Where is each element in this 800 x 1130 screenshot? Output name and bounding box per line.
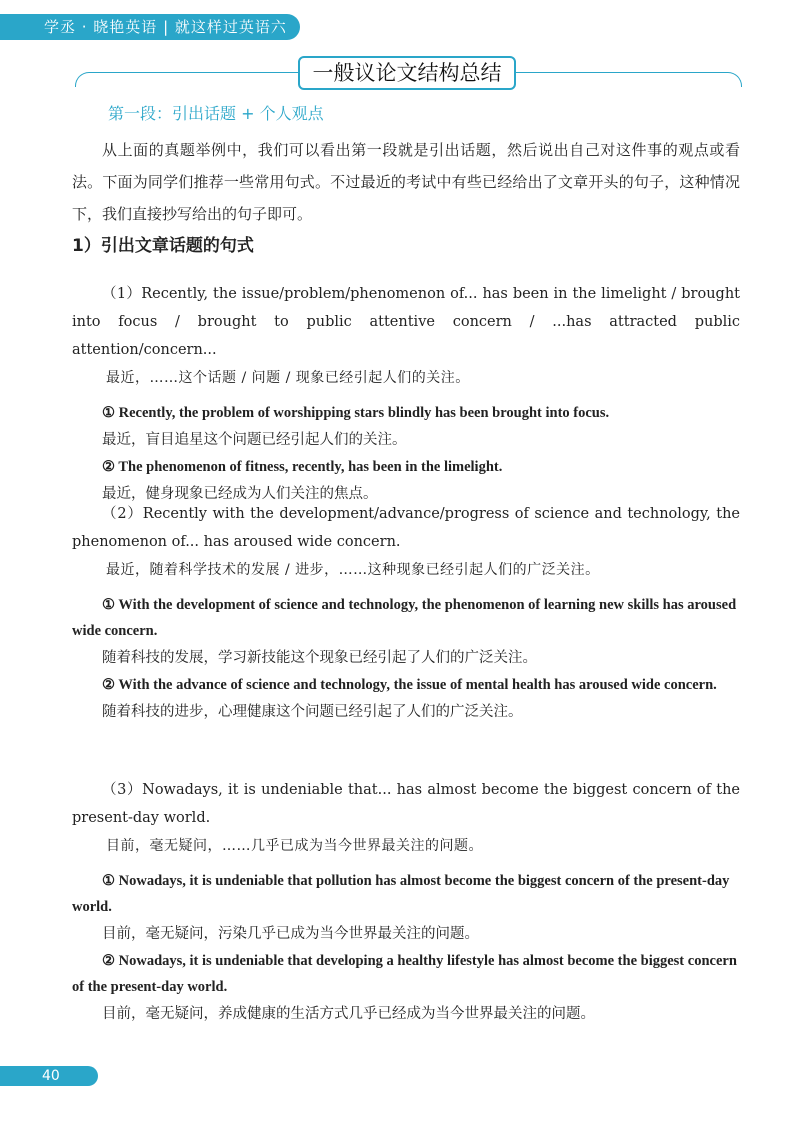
example-english: ② The phenomenon of fitness, recently, has been in the limelight. (102, 459, 503, 475)
example-english: ① With the development of science and technology, the phenomenon of learning new skills has aroused wide concern. (72, 597, 737, 639)
title-box (298, 56, 516, 90)
example-chinese: 最近，盲目追星这个问题已经引起人们的关注。 (102, 432, 407, 448)
example-chinese: 目前，毫无疑问，污染几乎已成为当今世界最关注的问题。 (102, 926, 479, 942)
example-english: ① Recently, the problem of worshipping stars blindly has been brought into focus. (102, 405, 610, 421)
example-english: ① Nowadays, it is undeniable that pollution has almost become the biggest concern of the present-day world. (72, 873, 730, 915)
page-number-tab: 40 (0, 1066, 98, 1086)
example-chinese: 随着科技的发展，学习新技能这个现象已经引起了人们的广泛关注。 (102, 650, 537, 666)
page-title: 一般议论文结构总结 (312, 61, 502, 85)
pattern-formula: （3）Nowadays, it is undeniable that... has almost become the biggest concern of the present-day world. (72, 782, 740, 826)
example-chinese: 随着科技的进步，心理健康这个问题已经引起了人们的广泛关注。 (102, 704, 523, 720)
intro-paragraph: 从上面的真题举例中，我们可以看出第一段就是引出话题，然后说出自己对这件事的观点或看法。下面为同学们推荐一些常用句式。不过最近的考试中有些已经给出了文章开头的句子，这种情况下，我们直接抄写给出的句子即可。 (72, 141, 740, 223)
paragraph-subheading: 第一段：引出话题 + 个人观点 (108, 104, 324, 123)
pattern-block-2 (72, 500, 740, 726)
series-header-tab: 学丞 · 晓艳英语 | 就这样过英语六级 (0, 14, 300, 40)
pattern-gloss: 目前，毫无疑问，……几乎已成为当今世界最关注的问题。 (106, 838, 483, 854)
example-english: ② With the advance of science and technology, the issue of mental health has aroused wide concern. (102, 677, 717, 693)
pattern-gloss: 最近，随着科学技术的发展 / 进步，……这种现象已经引起人们的广泛关注。 (106, 562, 600, 578)
example-chinese: 目前，毫无疑问，养成健康的生活方式几乎已经成为当今世界最关注的问题。 (102, 1006, 595, 1022)
section-title: 1）引出文章话题的句式 (72, 236, 254, 256)
pattern-formula: （1）Recently, the issue/problem/phenomenon of... has been in the limelight / brought into focus / brought to public attentive concern / ...has attracted public attention/concern... (72, 286, 740, 358)
example-chinese: 最近，健身现象已经成为人们关注的焦点。 (102, 486, 378, 502)
example-english: ② Nowadays, it is undeniable that developing a healthy lifestyle has almost become the biggest concern of the present-day world. (72, 953, 737, 995)
pattern-block-3 (72, 776, 740, 1028)
pattern-block-1 (72, 280, 740, 508)
pattern-formula: （2）Recently with the development/advance/progress of science and technology, the phenomenon of... has aroused wide concern. (72, 506, 740, 550)
pattern-gloss: 最近，……这个话题 / 问题 / 现象已经引起人们的关注。 (106, 370, 470, 386)
